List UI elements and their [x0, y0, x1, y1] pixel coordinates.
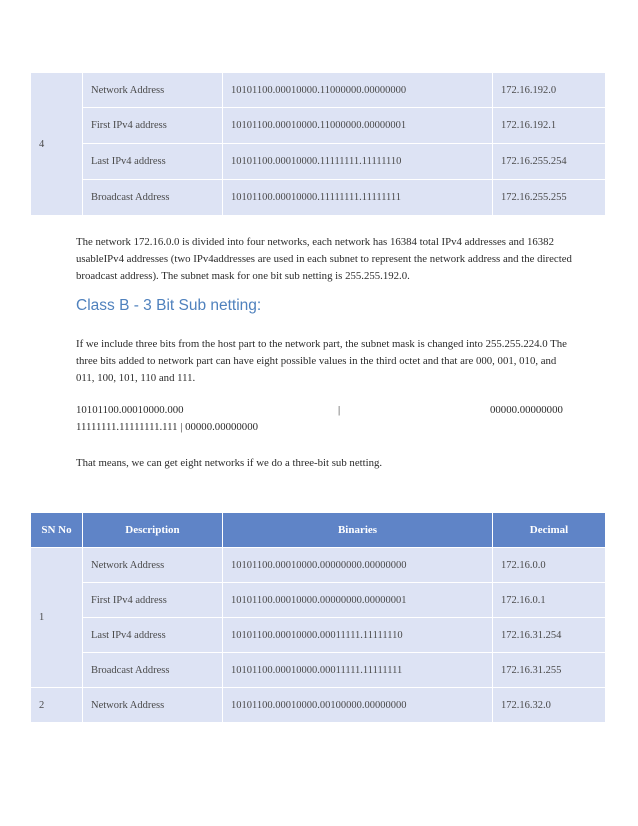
sn-cell: 2 [31, 688, 83, 723]
binary-cell: 10101100.00010000.11000000.00000000 [223, 73, 493, 108]
paragraph-subnet-summary: The network 172.16.0.0 is divided into four networks, each network has 16384 total IPv4 addresses and 16382 usableIPv4 addresses (two IPv4addresses are used in each subnet to represent the network address and the directed broadcast address). The subnet mask for one bit sub netting is 255.255.192.0. [76, 236, 572, 282]
header-binaries: Binaries [223, 513, 493, 548]
paragraph-eight-networks: That means, we can get eight networks if we do a three-bit sub netting. [76, 457, 383, 469]
table-row [31, 108, 606, 144]
bits-right: 00000.00000000 [490, 404, 563, 416]
binary-cell: 10101100.00010000.11111111.11111110 [223, 144, 493, 180]
table-row [31, 73, 606, 108]
paragraph-three-bits: If we include three bits from the host part to the network part, the subnet mask is changed into 255.255.224.0 The three bits added to network part can have eight possible values in the third octet and that are 000, 001, 010, and 011, 100, 101, 110 and 111. [76, 338, 567, 384]
bits-separator: | [338, 404, 341, 416]
decimal-cell: 172.16.255.254 [493, 144, 606, 180]
binary-cell: 10101100.00010000.00000000.00000000 [223, 548, 493, 583]
decimal-cell: 172.16.0.1 [493, 583, 606, 618]
decimal-cell: 172.16.0.0 [493, 548, 606, 583]
binary-cell: 10101100.00010000.00011111.11111110 [223, 618, 493, 653]
table-row [31, 144, 606, 180]
description-cell: Broadcast Address [83, 180, 223, 216]
bits-mask-line: 11111111.11111111.111 | 00000.00000000 [76, 421, 258, 433]
table-row [31, 583, 606, 618]
description-cell: First IPv4 address [83, 583, 223, 618]
binary-cell: 10101100.00010000.11111111.11111111 [223, 180, 493, 216]
description-cell: Broadcast Address [83, 653, 223, 688]
subnet-table-bottom [30, 512, 606, 723]
header-decimal: Decimal [493, 513, 606, 548]
description-cell: Last IPv4 address [83, 618, 223, 653]
description-cell: First IPv4 address [83, 108, 223, 144]
subnet-table-top [30, 72, 606, 216]
decimal-cell: 172.16.192.1 [493, 108, 606, 144]
decimal-cell: 172.16.192.0 [493, 73, 606, 108]
decimal-cell: 172.16.31.254 [493, 618, 606, 653]
description-cell: Network Address [83, 73, 223, 108]
table-header-row [31, 513, 606, 548]
table-row [31, 688, 606, 723]
binary-cell: 10101100.00010000.00011111.11111111 [223, 653, 493, 688]
table-row [31, 618, 606, 653]
header-description: Description [83, 513, 223, 548]
decimal-cell: 172.16.31.255 [493, 653, 606, 688]
description-cell: Last IPv4 address [83, 144, 223, 180]
binary-cell: 10101100.00010000.00100000.00000000 [223, 688, 493, 723]
header-sn: SN No [31, 513, 83, 548]
sn-cell: 4 [31, 73, 83, 216]
decimal-cell: 172.16.255.255 [493, 180, 606, 216]
decimal-cell: 172.16.32.0 [493, 688, 606, 723]
section-heading: Class B - 3 Bit Sub netting: [76, 297, 262, 314]
description-cell: Network Address [83, 548, 223, 583]
sn-cell: 1 [31, 548, 83, 688]
bits-left: 10101100.00010000.000 [76, 404, 184, 416]
table-row [31, 180, 606, 216]
description-cell: Network Address [83, 688, 223, 723]
binary-cell: 10101100.00010000.00000000.00000001 [223, 583, 493, 618]
binary-cell: 10101100.00010000.11000000.00000001 [223, 108, 493, 144]
table-row [31, 653, 606, 688]
table-row [31, 548, 606, 583]
